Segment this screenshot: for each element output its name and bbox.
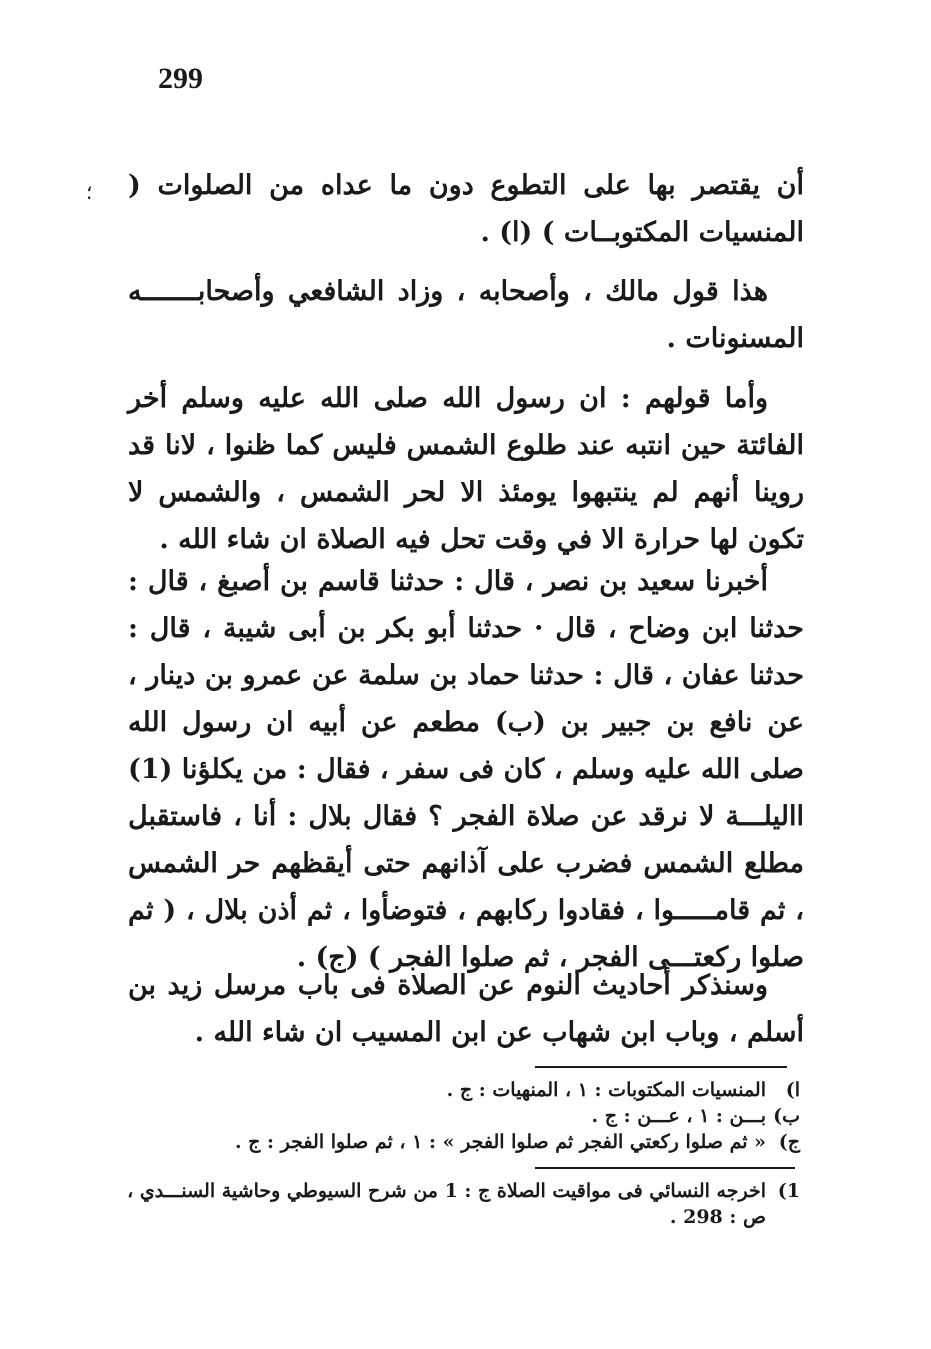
paragraph-3-text: وأما قولهم : ان رسول الله صلى الله عليه وسلم أخر الفائتة حين انتبه عند طلوع الشمس فليس كما ظنوا ، لانا قد روينا أنهم لم ينتبهوا يومئذ الا لحر الشمس ، والشمس لا تكون لها حرارة الا في وقت تحل فيه الصلاة ان شاء الله . <box>128 383 804 555</box>
paragraph-2 <box>128 268 804 362</box>
footnote-marker: ج) <box>778 1131 800 1153</box>
paragraph-4-text: أخبرنا سعيد بن نصر ، قال : حدثنا قاسم بن أصبغ ، قال : حدثنا ابن وضاح ، قال · حدثنا أبو بكر بن أبى شيبة ، قال : حدثنا عفان ، قال : حدثنا حماد بن سلمة عن عمرو بن دينار ، عن نافع بن جبير بن (ب) مطعم عن أبيه ان رسول الله صلى الله عليه وسلم ، كان فى سفر ، فقال : من يكلؤنا (1) االيلـــة لا نرقد عن صلاة الفجر ؟ فقال بلال : أنا ، فاستقبل مطلع الشمس فضرب على آذانهم حتى أيقظهم حر الشمس ، ثم قامـــــوا ، فقادوا ركابهم ، فتوضأوا ، ثم أذن بلال ، ( ثم صلوا ركعتـــى الفجر ، ثم صلوا الفجر ) (ج) . <box>128 566 804 973</box>
footnote-text: « ثم صلوا ركعتي الفجر ثم صلوا الفجر » : ١ ، ثم صلوا الفجر : ج . <box>234 1131 766 1153</box>
footnote-marker: ا) <box>785 1079 800 1101</box>
variant-footnotes <box>120 1077 800 1155</box>
paragraph-5 <box>128 962 804 1056</box>
page-number: 299 <box>158 62 203 95</box>
footnote-text: اخرجه النسائي فى مواقيت الصلاة ج : 1 من شرح السيوطي وحاشية السنـــدي ، ص : 298 . <box>127 1180 766 1228</box>
paragraph-4 <box>128 558 804 981</box>
footnote-row <box>120 1129 800 1155</box>
footnote-marker: 1) <box>777 1180 800 1202</box>
paragraph-2-text: هذا قول مالك ، وأصحابه ، وزاد الشافعي وأصحابـــــــه المسنونات . <box>128 276 804 354</box>
source-footnotes <box>120 1178 800 1230</box>
footnote-divider-2 <box>535 1167 795 1169</box>
footnote-row <box>120 1103 800 1129</box>
margin-mark: ؛ <box>86 180 93 204</box>
paragraph-1 <box>128 162 804 256</box>
footnote-divider-1 <box>535 1066 787 1068</box>
footnote-marker: ب) <box>773 1105 800 1127</box>
footnote-text: بـــن : ١ ، عـــن : ج . <box>591 1105 766 1127</box>
paragraph-3 <box>128 375 804 563</box>
footnote-row <box>120 1178 800 1230</box>
paragraph-1-text: أن يقتصر بها على التطوع دون ما عداه من الصلوات ( المنسيات المكتوبــات ) (ا) . <box>128 170 804 248</box>
paragraph-5-text: وسنذكر أحاديث النوم عن الصلاة فى باب مرسل زيد بن أسلم ، وباب ابن شهاب عن ابن المسيب ان شاء الله . <box>128 970 804 1048</box>
footnote-text: المنسيات المكتوبات : ١ ، المنهيات : ج . <box>446 1079 766 1101</box>
footnote-row <box>120 1077 800 1103</box>
